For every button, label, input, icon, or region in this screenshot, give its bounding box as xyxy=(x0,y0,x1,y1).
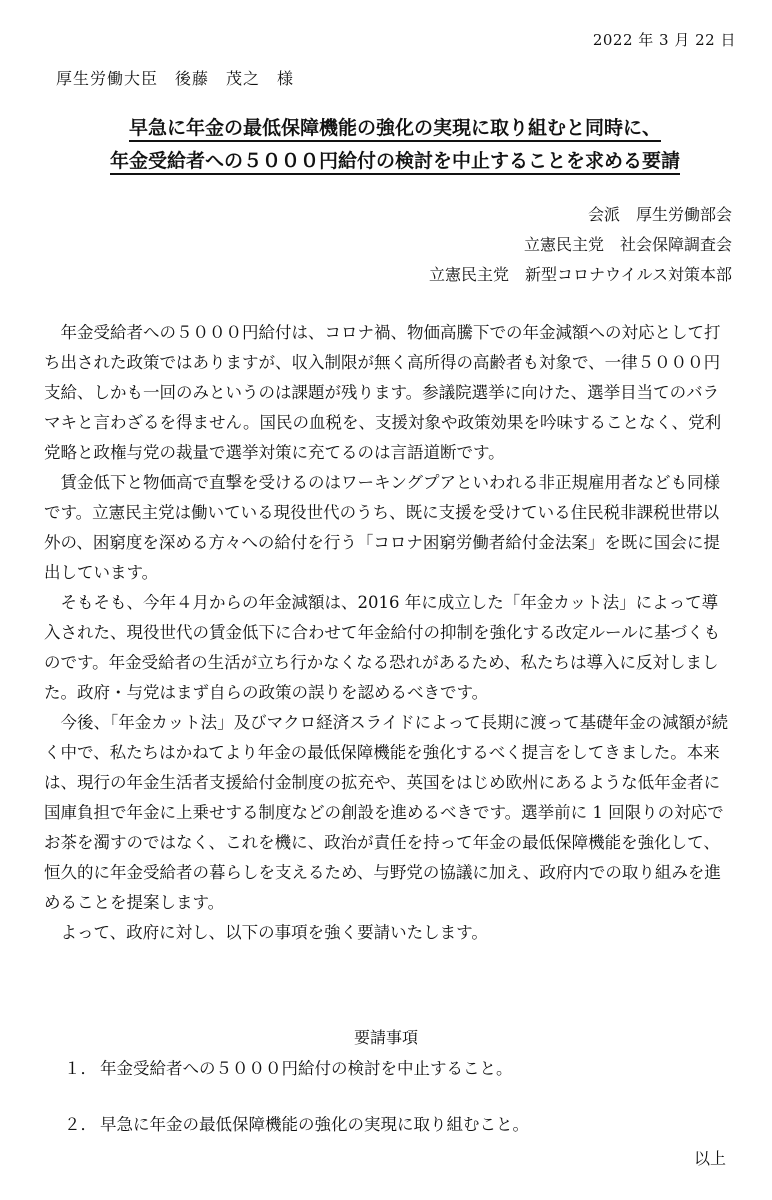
closing-mark: 以上 xyxy=(693,1149,726,1168)
request-number: ２． xyxy=(64,1115,97,1134)
document-body xyxy=(44,318,734,948)
body-paragraph: 今後、「年金カット法」及びマクロ経済スライドによって長期に渡って基礎年金の減額が続く中で、私たちはかねてより年金の最低保障機能を強化するべく提言をしてきました。本来は、現行の年金生活者支援給付金制度の拡充や、英国をはじめ欧州にあるような低年金者に国庫負担で年金に上乗せする制度などの創設を進めるべきです。選挙前に 1 回限りの対応でお茶を濁すのではなく、これを機に、政治が責任を持って年金の最低保障機能を強化して、恒久的に年金受給者の暮らしを支えるため、与野党の協議に加え、政府内での取り組みを進めることを提案します。 xyxy=(44,713,729,912)
body-paragraph: そもそも、今年４月からの年金減額は、2016 年に成立した「年金カット法」によって導入された、現役世代の賃金低下に合わせて年金給付の抑制を強化する改定ルールに基づくものです。年金受給者の生活が立ち行かなくなる恐れがあるため、私たちは導入に反対しました。政府・与党はまず自らの政策の誤りを認めるべきです。 xyxy=(44,593,721,702)
request-item xyxy=(64,1111,529,1135)
addressee: 厚生労働大臣 後藤 茂之 様 xyxy=(56,69,295,88)
body-paragraph: 賃金低下と物価高で直撃を受けるのはワーキングプアといわれる非正規雇用者なども同様です。立憲民主党は働いている現役世代のうち、既に支援を受けている住民税非課税世帯以外の、困窮度を深める方々への給付を行う「コロナ困窮労働者給付金法案」を既に国会に提出しています。 xyxy=(44,473,721,582)
title-line-1: 早急に年金の最低保障機能の強化の実現に取り組むと同時に、 xyxy=(50,112,740,145)
body-paragraph: 年金受給者への５０００円給付は、コロナ禍、物価高騰下での年金減額への対応として打ち出された政策ではありますが、収入制限が無く高所得の高齢者も対象で、一律５０００円支給、しかも一回のみというのは課題が残ります。参議院選挙に向けた、選挙目当てのバラマキと言わざるを得ません。国民の血税を、支援対象や政策効果を吟味することなく、党利党略と政権与党の裁量で選挙対策に充てるのは言語道断です。 xyxy=(44,323,722,462)
sender-block xyxy=(429,200,732,290)
title-line-2: 年金受給者への５０００円給付の検討を中止することを求める要請 xyxy=(50,145,740,178)
body-paragraph: よって、政府に対し、以下の事項を強く要請いたします。 xyxy=(60,923,488,942)
request-text: 早急に年金の最低保障機能の強化の実現に取り組むこと。 xyxy=(100,1115,529,1134)
sender-line: 会派 厚生労働部会 xyxy=(587,205,732,224)
request-item xyxy=(64,1055,529,1079)
sender-line: 立憲民主党 新型コロナウイルス対策本部 xyxy=(428,265,732,284)
request-number: １． xyxy=(64,1059,97,1078)
request-text: 年金受給者への５０００円給付の検討を中止すること。 xyxy=(100,1059,513,1078)
document-title xyxy=(50,112,740,178)
document-date: 2022 年 3 月 22 日 xyxy=(592,31,736,49)
requests-list xyxy=(64,1055,529,1135)
sender-line: 立憲民主党 社会保障調査会 xyxy=(523,235,732,254)
requests-heading: 要請事項 xyxy=(353,1028,418,1047)
